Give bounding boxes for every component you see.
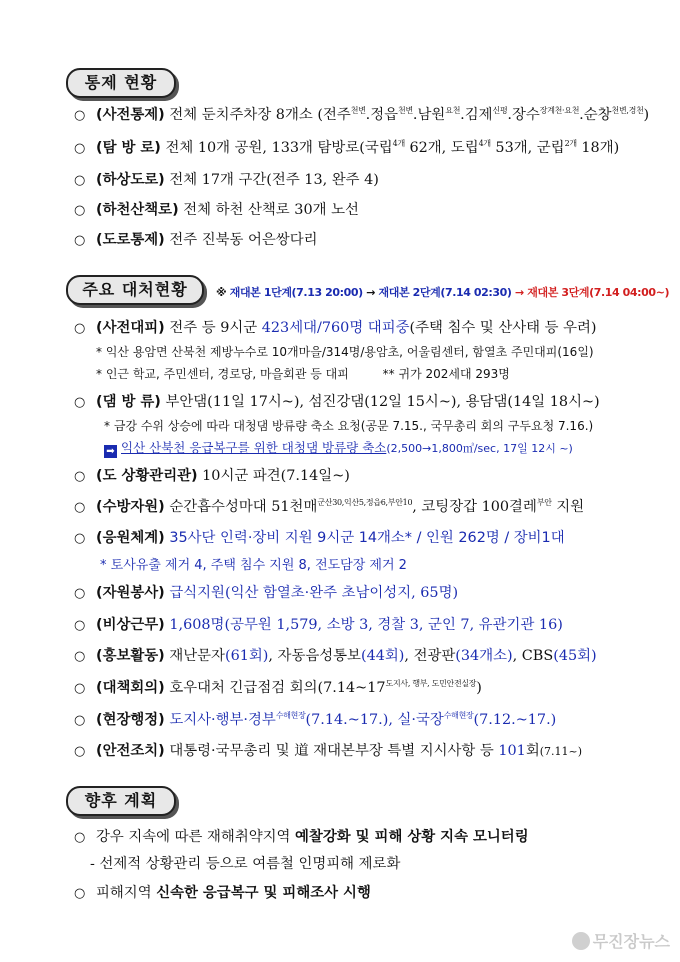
item-river-walkways: ○ (하천산책로) 전체 하천 산책로 30개 노선 <box>74 202 359 218</box>
note-daecheong-dam: ➡ 익산 산북천 응급복구를 위한 대청댐 방류량 축소(2,500→1,800㎥/sec, 17일 12시 ~) <box>104 438 573 458</box>
note-zero-casualties: - 선제적 상황관리 등으로 여름철 인명피해 제로화 <box>90 856 401 872</box>
item-road-control: ○ (도로통제) 전주 진북동 어은쌍다리 <box>74 232 318 248</box>
watermark-logo: 무진장뉴스 <box>572 929 670 952</box>
item-public-relations: ○ (홍보활동) 재난문자(61회), 자동음성통보(44회), 전광판(34개소), CBS(45회) <box>74 648 597 664</box>
item-monitoring: ○ 강우 지속에 따른 재해취약지역 예찰강화 및 피해 상황 지속 모니터링 <box>74 829 529 845</box>
item-trails: ○ (탐 방 로) 전체 10개 공원, 133개 탐방로(국립$^{4개}$ 62개, 도립$^{4개}$ 53개, 군립$^{2개}$ 18개) <box>74 139 620 156</box>
item-support-system: ○ (응원체계) 35사단 인력·장비 지원 9시군 14개소* / 인원 262명 / 장비1대 <box>74 530 565 546</box>
item-pre-control: ○ (사전통제) 전체 둔치주차장 8개소 (전주$^{천변}$.정읍$^{천변}$.남원$^{요천}$.김제$^{신평}$.장수$^{장계천\cdot 요천}$.순창$^{천변,경천}$) <box>74 106 650 123</box>
item-safety-measures: ○ (안전조치) 대통령·국무총리 및 道 재대본부장 특별 지시사항 등 101회(7.11~) <box>74 743 583 759</box>
section-heading-future-plans: 향후 계획 <box>66 786 176 816</box>
item-dam-discharge: ○ (댐 방 류) 부안댐(11일 17시~), 섬진강댐(12일 15시~), 용담댐(14일 18시~) <box>74 394 600 410</box>
arrow-right-icon: ➡ <box>104 445 117 458</box>
item-situation-officer: ○ (도 상황관리관) 10시군 파견(7.14일~) <box>74 468 350 484</box>
note-shelters: * 인근 학교, 주민센터, 경로당, 마을회관 등 대피 ** 귀가 202세대 293명 <box>96 367 510 381</box>
disaster-stage-timeline: ※ 재대본 1단계(7.13 20:00) → 재대본 2단계(7.14 02:30) → 재대본 3단계(7.14 04:00~) <box>216 286 670 299</box>
section-heading-main-response: 주요 대처현황 <box>66 275 204 305</box>
note-iksan-evacuation: * 익산 용암면 산북천 제방누수로 10개마을/314명/용암초, 어울림센터, 함열초 주민대피(16일) <box>96 345 594 359</box>
item-flood-resources: ○ (수방자원) 순간흡수성마대 51천매$^{군산30,익산5,정읍6,부안10}$, 코팅장갑 100결레$^{부안}$ 지원 <box>74 498 585 515</box>
section-heading-control-status: 통제 현황 <box>66 68 176 98</box>
item-countermeasure-meeting: ○ (대책회의) 호우대처 긴급점검 회의$(7.14\sim 17^{도지사, 행부, 도민안전실장})$ <box>74 679 482 696</box>
note-support-details: * 토사유출 제거 4, 주택 침수 지원 8, 전도담장 제거 2 <box>100 558 407 573</box>
item-evacuation: ○ (사전대피) 전주 등 9시군 423세대/760명 대피중(주택 침수 및 산사태 등 우려) <box>74 320 597 336</box>
item-field-administration: ○ (현장행정) 도지사·행부·경부$^{수해현장}$(7.14.~17.), 실·국장$^{수해현장}$(7.12.~17.) <box>74 711 557 728</box>
logo-icon <box>572 932 590 950</box>
item-recovery: ○ 피해지역 신속한 응급복구 및 피해조사 시행 <box>74 885 371 901</box>
item-emergency-duty: ○ (비상근무) 1,608명(공무원 1,579, 소방 3, 경찰 3, 군인 7, 유관기관 16) <box>74 617 563 633</box>
item-volunteer: ○ (자원봉사) 급식지원(익산 함열초·완주 초남이성지, 65명) <box>74 585 459 601</box>
note-geum-river: * 금강 수위 상승에 따라 대청댐 방류량 축소 요청(공문 7.15., 국무총리 회의 구두요청 7.16.) <box>104 419 594 433</box>
item-riverbed-roads: ○ (하상도로) 전체 17개 구간(전주 13, 완주 4) <box>74 172 379 188</box>
